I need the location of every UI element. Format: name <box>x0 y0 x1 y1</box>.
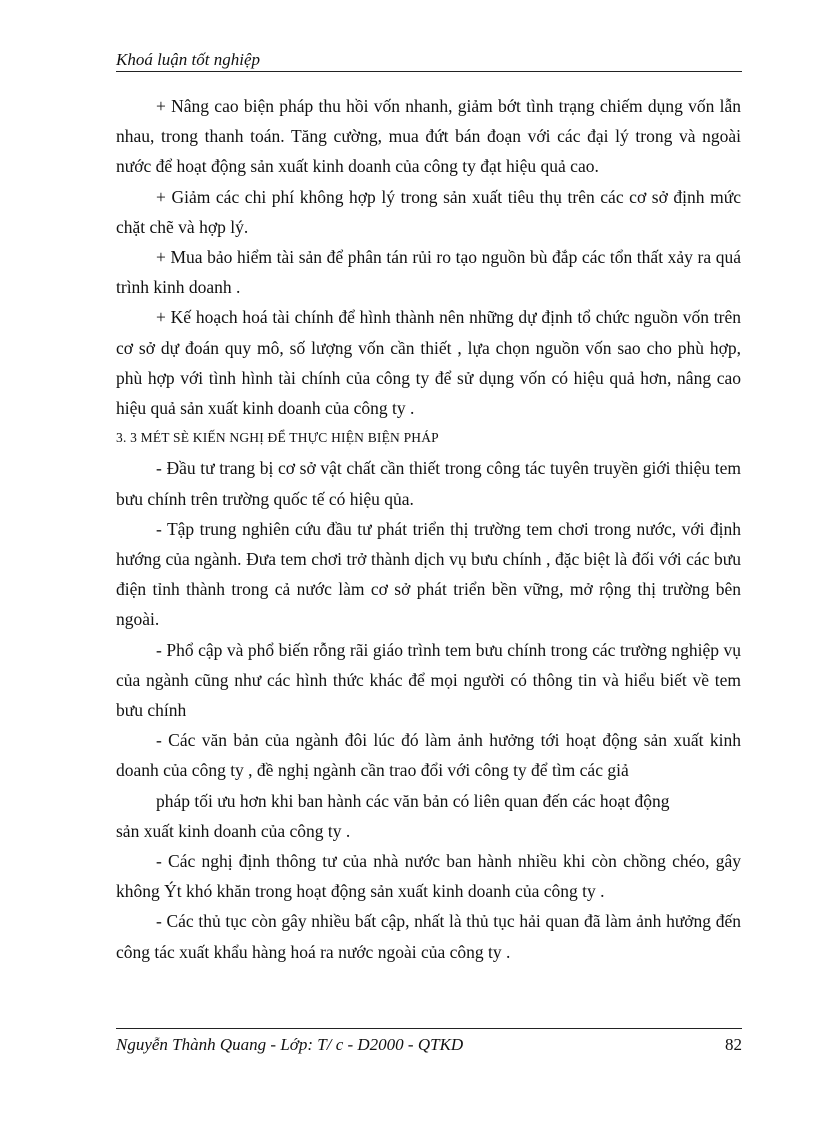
page-body <box>116 91 741 967</box>
paragraph: + Kế hoạch hoá tài chính để hình thành nên những dự định tổ chức nguồn vốn trên cơ sở dự đoán quy mô, số lượng vốn cần thiết , lựa chọn nguồn vốn sao cho phù hợp, phù hợp với tình hình tài chính của công ty để sử dụng vốn có hiệu quả hơn, nâng cao hiệu quả sản xuất kinh doanh của công ty . <box>116 307 741 419</box>
paragraph: + Giảm các chi phí không hợp lý trong sản xuất tiêu thụ trên các cơ sở định mức chặt chẽ và hợp lý. <box>116 186 741 237</box>
paragraph: - Các thủ tục còn gây nhiều bất cập, nhất là thủ tục hải quan đã làm ảnh hưởng đến công tác xuất khẩu hàng hoá ra nước ngoài của công ty . <box>116 911 741 962</box>
footer-divider <box>116 1028 742 1029</box>
paragraph-continuation: pháp tối ưu hơn khi ban hành các văn bản có liên quan đến các hoạt động <box>156 790 670 811</box>
paragraph: + Mua bảo hiểm tài sản để phân tán rủi ro tạo nguồn bù đắp các tổn thất xảy ra quá trình kinh doanh . <box>116 247 741 298</box>
header-divider <box>116 71 742 72</box>
footer-author: Nguyễn Thành Quang - Lớp: T/ c - D2000 - QTKD <box>116 1035 464 1054</box>
paragraph: - Phổ cập và phổ biến rỗng rãi giáo trình tem bưu chính trong các trường nghiệp vụ của ngành cũng như các hình thức khác để mọi người có thông tin và hiểu biết về tem bưu chính <box>116 639 741 721</box>
paragraph: - Đầu tư trang bị cơ sở vật chất cần thiết trong công tác tuyên truyền giới thiệu tem bưu chính trên trường quốc tế có hiệu qủa. <box>116 458 741 509</box>
paragraph: - Tập trung nghiên cứu đầu tư phát triển thị trường tem chơi trong nước, với định hướng của ngành. Đưa tem chơi trở thành dịch vụ bưu chính , đặc biệt là đối với các bưu điện tỉnh thành trong cả nước làm cơ sở phát triển bền vững, mở rộng thị trường bên ngoài. <box>116 518 741 630</box>
page-number: 82 <box>725 1035 742 1054</box>
running-header: Khoá luận tốt nghiệp <box>116 50 261 69</box>
paragraph: - Các văn bản của ngành đôi lúc đó làm ảnh hưởng tới hoạt động sản xuất kinh doanh của công ty , đề nghị ngành cần trao đổi với công ty để tìm các giả <box>116 730 741 781</box>
page-footer <box>116 1034 742 1056</box>
paragraph: - Các nghị định thông tư của nhà nước ban hành nhiều khi còn chồng chéo, gây không Ýt khó khăn trong hoạt động sản xuất kinh doanh của công ty . <box>116 851 741 902</box>
section-heading: 3. 3 MÉT SÈ KIẾN NGHỊ ĐỂ THỰC HIỆN BIỆN PHÁP <box>116 430 439 446</box>
paragraph: + Nâng cao biện pháp thu hồi vốn nhanh, giảm bớt tình trạng chiếm dụng vốn lẫn nhau, trong thanh toán. Tăng cường, mua đứt bán đoạn với các đại lý trong và ngoài nước để hoạt động sản xuất kinh doanh của công ty đạt hiệu quả cao. <box>116 96 741 177</box>
paragraph-continuation: sản xuất kinh doanh của công ty . <box>116 820 351 841</box>
